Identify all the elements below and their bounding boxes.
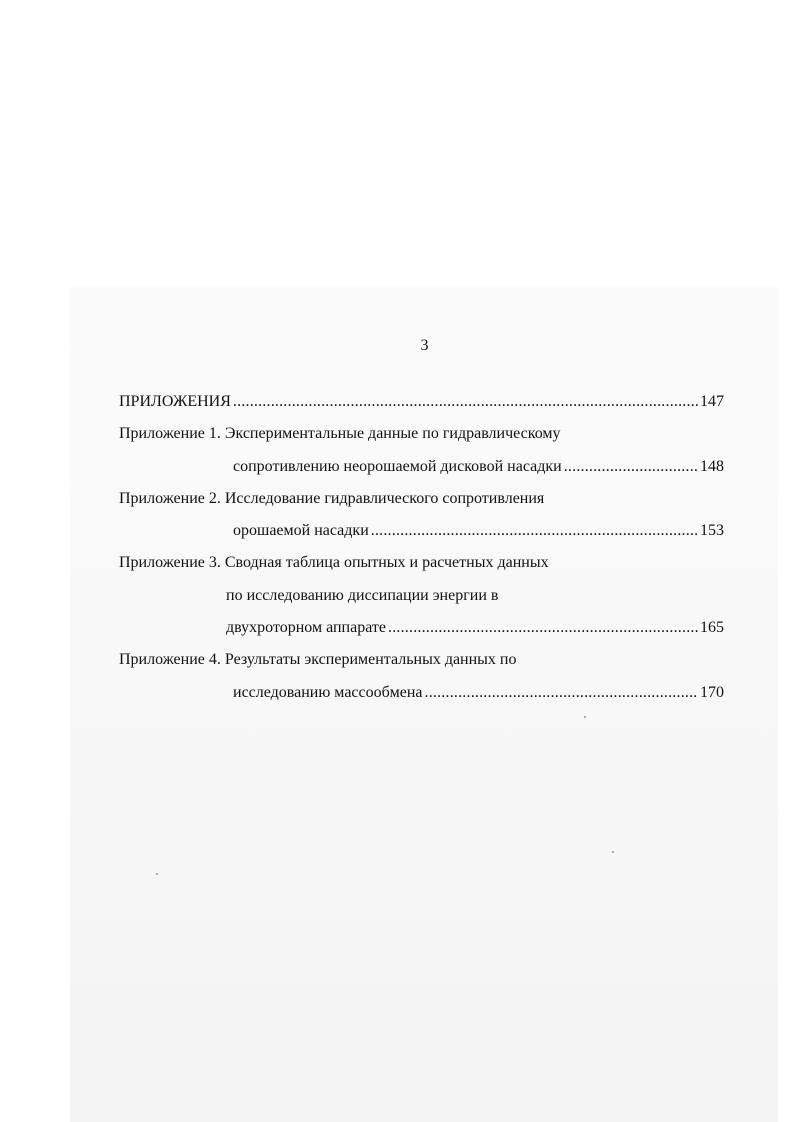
toc-entry-title: Приложение 3. Сводная таблица опытных и расчетных данных bbox=[119, 554, 549, 572]
dot-leader bbox=[233, 386, 698, 418]
dot-leader bbox=[388, 612, 698, 644]
toc-entry-appendices[interactable] bbox=[119, 386, 724, 418]
page-number: 3 bbox=[420, 337, 429, 354]
toc-entry-title: Приложение 2. Исследование гидравлического сопротивления bbox=[119, 489, 545, 507]
toc-entry-appendix-2-heading[interactable] bbox=[119, 483, 724, 515]
toc-entry-appendix-4-heading[interactable] bbox=[119, 644, 724, 676]
toc-entry-title: Приложение 1. Экспериментальные данные по гидравлическому bbox=[119, 425, 561, 443]
toc-entry-title-continuation: орошаемой насадки bbox=[233, 522, 369, 540]
table-of-contents bbox=[119, 386, 724, 709]
toc-entry-appendix-3-line-2[interactable] bbox=[119, 580, 724, 612]
scan-speck bbox=[584, 716, 586, 718]
dot-leader bbox=[371, 515, 698, 547]
scan-speck bbox=[156, 873, 158, 875]
scan-speck bbox=[612, 851, 614, 853]
toc-entry-appendix-4-continuation[interactable] bbox=[119, 677, 724, 709]
toc-page-number: 153 bbox=[700, 522, 724, 540]
toc-entry-title-continuation: двухроторном аппарате bbox=[226, 619, 386, 637]
toc-entry-appendix-1-heading[interactable] bbox=[119, 418, 724, 450]
toc-page-number: 165 bbox=[700, 619, 724, 637]
toc-entry-title-continuation: исследованию массообмена bbox=[233, 683, 423, 701]
toc-entry-appendix-2-continuation[interactable] bbox=[119, 515, 724, 547]
toc-entry-appendix-3-continuation[interactable] bbox=[119, 612, 724, 644]
toc-entry-title-continuation: по исследованию диссипации энергии в bbox=[226, 586, 499, 604]
toc-entry-appendix-3-heading[interactable] bbox=[119, 547, 724, 579]
dot-leader bbox=[564, 451, 698, 483]
dot-leader bbox=[425, 677, 699, 709]
toc-entry-title-continuation: сопротивлению неорошаемой дисковой насадки bbox=[233, 457, 562, 475]
toc-entry-title: Приложение 4. Результаты экспериментальных данных по bbox=[119, 651, 517, 669]
toc-page-number: 170 bbox=[700, 683, 724, 701]
toc-entry-appendix-1-continuation[interactable] bbox=[119, 451, 724, 483]
toc-page-number: 147 bbox=[700, 393, 724, 410]
toc-entry-title: ПРИЛОЖЕНИЯ bbox=[119, 393, 231, 410]
toc-page-number: 148 bbox=[700, 457, 724, 475]
